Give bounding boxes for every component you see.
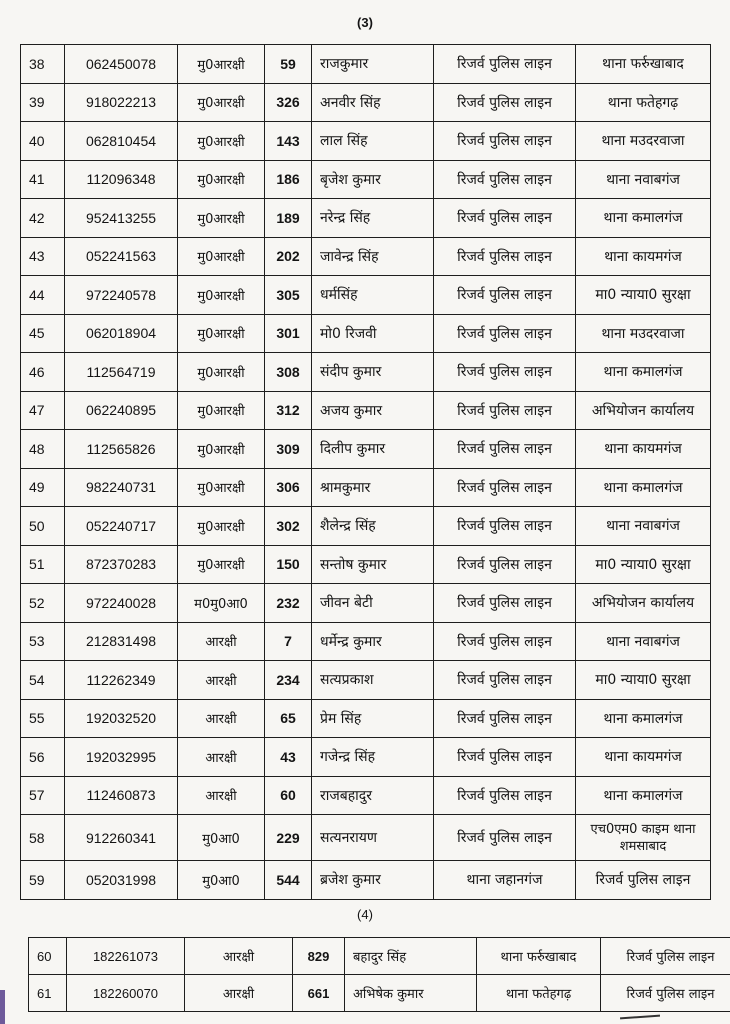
from-posting-cell: रिजर्व पुलिस लाइन [434,430,576,469]
from-posting-cell: रिजर्व पुलिस लाइन [434,815,576,861]
rank-cell: मु0आरक्षी [178,199,265,238]
rank-cell: मु0आरक्षी [178,430,265,469]
from-posting-cell: रिजर्व पुलिस लाइन [434,276,576,315]
name-cell: जीवन बेटी [312,584,434,623]
to-posting-cell: मा0 न्याया0 सुरक्षा [576,545,711,584]
pno-cell: 112262349 [65,661,178,700]
from-posting-cell: रिजर्व पुलिस लाइन [434,468,576,507]
to-posting-cell: रिजर्व पुलिस लाइन [576,861,711,900]
rank-cell: मु0आरक्षी [178,468,265,507]
serial-cell: 57 [21,776,65,815]
name-cell: अभिषेक कुमार [345,975,477,1012]
pno-cell: 112460873 [65,776,178,815]
from-posting-cell: रिजर्व पुलिस लाइन [434,314,576,353]
name-cell: दिलीप कुमार [312,430,434,469]
serial-cell: 47 [21,391,65,430]
rank-cell: मु0आ0 [178,861,265,900]
pno-cell: 952413255 [65,199,178,238]
name-cell: अनवीर सिंह [312,83,434,122]
serial-cell: 46 [21,353,65,392]
rank-cell: आरक्षी [178,699,265,738]
pno-cell: 212831498 [65,622,178,661]
from-posting-cell: रिजर्व पुलिस लाइन [434,391,576,430]
number-cell: 65 [265,699,312,738]
name-cell: गजेन्द्र सिंह [312,738,434,777]
to-posting-cell: थाना कमालगंज [576,353,711,392]
from-posting-cell: रिजर्व पुलिस लाइन [434,776,576,815]
number-cell: 43 [265,738,312,777]
serial-cell: 42 [21,199,65,238]
rank-cell: आरक्षी [178,776,265,815]
serial-cell: 60 [29,938,67,975]
rank-cell: मु0आरक्षी [178,160,265,199]
to-posting-cell: अभियोजन कार्यालय [576,584,711,623]
to-posting-cell: थाना फर्रुखाबाद [576,45,711,84]
table-row [21,391,711,430]
table-row [21,237,711,276]
table-row [21,584,711,623]
from-posting-cell: रिजर्व पुलिस लाइन [434,122,576,161]
to-posting-cell: थाना नवाबगंज [576,507,711,546]
rank-cell: मु0आरक्षी [178,353,265,392]
pno-cell: 972240028 [65,584,178,623]
from-posting-cell: रिजर्व पुलिस लाइन [434,160,576,199]
name-cell: धर्मेन्द्र कुमार [312,622,434,661]
rank-cell: मु0आ0 [178,815,265,861]
rank-cell: मु0आरक्षी [178,314,265,353]
table-row [21,276,711,315]
to-posting-cell: मा0 न्याया0 सुरक्षा [576,661,711,700]
name-cell: प्रेम सिंह [312,699,434,738]
name-cell: सन्तोष कुमार [312,545,434,584]
number-cell: 186 [265,160,312,199]
number-cell: 229 [265,815,312,861]
pno-cell: 052240717 [65,507,178,546]
table-row [21,160,711,199]
to-posting-cell: थाना कमालगंज [576,776,711,815]
page-number-3: (3) [357,15,373,30]
from-posting-cell: रिजर्व पुलिस लाइन [434,45,576,84]
name-cell: मो0 रिजवी [312,314,434,353]
table-row [21,314,711,353]
transfer-table-page-3-body [21,45,711,900]
rank-cell: मु0आरक्षी [178,83,265,122]
rank-cell: मु0आरक्षी [178,45,265,84]
number-cell: 312 [265,391,312,430]
table-row [21,776,711,815]
serial-cell: 40 [21,122,65,161]
serial-cell: 61 [29,975,67,1012]
pno-cell: 872370283 [65,545,178,584]
pno-cell: 062018904 [65,314,178,353]
table-row [21,45,711,84]
number-cell: 302 [265,507,312,546]
number-cell: 189 [265,199,312,238]
from-posting-cell: रिजर्व पुलिस लाइन [434,622,576,661]
number-cell: 326 [265,83,312,122]
table-row [21,507,711,546]
pno-cell: 112564719 [65,353,178,392]
to-posting-cell: थाना कमालगंज [576,468,711,507]
rank-cell: आरक्षी [178,661,265,700]
pno-cell: 182260070 [67,975,185,1012]
pno-cell: 052241563 [65,237,178,276]
from-posting-cell: थाना जहानगंज [434,861,576,900]
serial-cell: 48 [21,430,65,469]
rank-cell: मु0आरक्षी [178,545,265,584]
serial-cell: 53 [21,622,65,661]
pno-cell: 918022213 [65,83,178,122]
number-cell: 59 [265,45,312,84]
name-cell: धर्मसिंह [312,276,434,315]
to-posting-cell: थाना मउदरवाजा [576,314,711,353]
pno-cell: 912260341 [65,815,178,861]
to-posting-cell: थाना कायमगंज [576,738,711,777]
from-posting-cell: रिजर्व पुलिस लाइन [434,83,576,122]
transfer-table-page-4 [28,937,730,1012]
number-cell: 150 [265,545,312,584]
from-posting-cell: रिजर्व पुलिस लाइन [434,738,576,777]
serial-cell: 56 [21,738,65,777]
from-posting-cell: थाना फतेहगढ़ [477,975,601,1012]
name-cell: लाल सिंह [312,122,434,161]
to-posting-cell: मा0 न्याया0 सुरक्षा [576,276,711,315]
from-posting-cell: रिजर्व पुलिस लाइन [434,353,576,392]
to-posting-cell: थाना नवाबगंज [576,622,711,661]
from-posting-cell: थाना फर्रुखाबाद [477,938,601,975]
from-posting-cell: रिजर्व पुलिस लाइन [434,584,576,623]
number-cell: 661 [293,975,345,1012]
serial-cell: 52 [21,584,65,623]
table-row [21,545,711,584]
page-number-4: (4) [357,907,373,922]
from-posting-cell: रिजर्व पुलिस लाइन [434,507,576,546]
number-cell: 143 [265,122,312,161]
rank-cell: मु0आरक्षी [178,237,265,276]
to-posting-cell: थाना कायमगंज [576,237,711,276]
pno-cell: 972240578 [65,276,178,315]
table-row [21,122,711,161]
rank-cell: मु0आरक्षी [178,122,265,161]
pno-cell: 182261073 [67,938,185,975]
to-posting-cell: अभियोजन कार्यालय [576,391,711,430]
table-row [21,83,711,122]
from-posting-cell: रिजर्व पुलिस लाइन [434,699,576,738]
name-cell: संदीप कुमार [312,353,434,392]
pno-cell: 112565826 [65,430,178,469]
number-cell: 301 [265,314,312,353]
name-cell: अजय कुमार [312,391,434,430]
to-posting-cell: थाना फतेहगढ़ [576,83,711,122]
serial-cell: 38 [21,45,65,84]
name-cell: सत्यप्रकाश [312,661,434,700]
table-row [21,353,711,392]
serial-cell: 49 [21,468,65,507]
rank-cell: आरक्षी [178,622,265,661]
table-row [29,975,730,1012]
to-posting-cell: थाना नवाबगंज [576,160,711,199]
serial-cell: 44 [21,276,65,315]
name-cell: सत्यनरायण [312,815,434,861]
number-cell: 232 [265,584,312,623]
rank-cell: मु0आरक्षी [178,507,265,546]
serial-cell: 58 [21,815,65,861]
to-posting-cell: थाना कमालगंज [576,199,711,238]
pno-cell: 052031998 [65,861,178,900]
number-cell: 544 [265,861,312,900]
to-posting-cell: थाना कायमगंज [576,430,711,469]
pno-cell: 062450078 [65,45,178,84]
transfer-table-page-3 [20,44,711,900]
table-row [21,199,711,238]
name-cell: ब्रजेश कुमार [312,861,434,900]
scan-edge-mark [0,990,5,1024]
rank-cell: मु0आरक्षी [178,276,265,315]
pno-cell: 112096348 [65,160,178,199]
name-cell: नरेन्द्र सिंह [312,199,434,238]
pen-stroke [620,1015,660,1019]
pno-cell: 192032995 [65,738,178,777]
to-posting-cell: रिजर्व पुलिस लाइन [601,975,730,1012]
name-cell: जावेन्द्र सिंह [312,237,434,276]
name-cell: बहादुर सिंह [345,938,477,975]
to-posting-cell: रिजर्व पुलिस लाइन [601,938,730,975]
number-cell: 202 [265,237,312,276]
to-posting-cell: थाना मउदरवाजा [576,122,711,161]
number-cell: 308 [265,353,312,392]
serial-cell: 59 [21,861,65,900]
table-row [29,938,730,975]
number-cell: 309 [265,430,312,469]
name-cell: राजकुमार [312,45,434,84]
serial-cell: 54 [21,661,65,700]
serial-cell: 50 [21,507,65,546]
name-cell: बृजेश कुमार [312,160,434,199]
serial-cell: 45 [21,314,65,353]
number-cell: 305 [265,276,312,315]
rank-cell: आरक्षी [185,975,293,1012]
table-row [21,738,711,777]
table-row [21,815,711,861]
to-posting-cell: थाना कमालगंज [576,699,711,738]
serial-cell: 43 [21,237,65,276]
table-row [21,468,711,507]
number-cell: 306 [265,468,312,507]
rank-cell: मु0आरक्षी [178,391,265,430]
number-cell: 7 [265,622,312,661]
pno-cell: 982240731 [65,468,178,507]
rank-cell: आरक्षी [185,938,293,975]
number-cell: 829 [293,938,345,975]
rank-cell: आरक्षी [178,738,265,777]
number-cell: 60 [265,776,312,815]
serial-cell: 39 [21,83,65,122]
to-posting-cell: एच0एम0 काइम थाना शमसाबाद [576,815,711,861]
pno-cell: 062810454 [65,122,178,161]
serial-cell: 41 [21,160,65,199]
transfer-table-page-4-body [29,938,730,1012]
table-row [21,661,711,700]
serial-cell: 51 [21,545,65,584]
from-posting-cell: रिजर्व पुलिस लाइन [434,199,576,238]
from-posting-cell: रिजर्व पुलिस लाइन [434,545,576,584]
pno-cell: 192032520 [65,699,178,738]
from-posting-cell: रिजर्व पुलिस लाइन [434,661,576,700]
serial-cell: 55 [21,699,65,738]
pno-cell: 062240895 [65,391,178,430]
table-row [21,699,711,738]
number-cell: 234 [265,661,312,700]
name-cell: शैलेन्द्र सिंह [312,507,434,546]
rank-cell: म0मु0आ0 [178,584,265,623]
table-row [21,861,711,900]
table-row [21,622,711,661]
name-cell: श्रामकुमार [312,468,434,507]
from-posting-cell: रिजर्व पुलिस लाइन [434,237,576,276]
table-row [21,430,711,469]
name-cell: राजबहादुर [312,776,434,815]
